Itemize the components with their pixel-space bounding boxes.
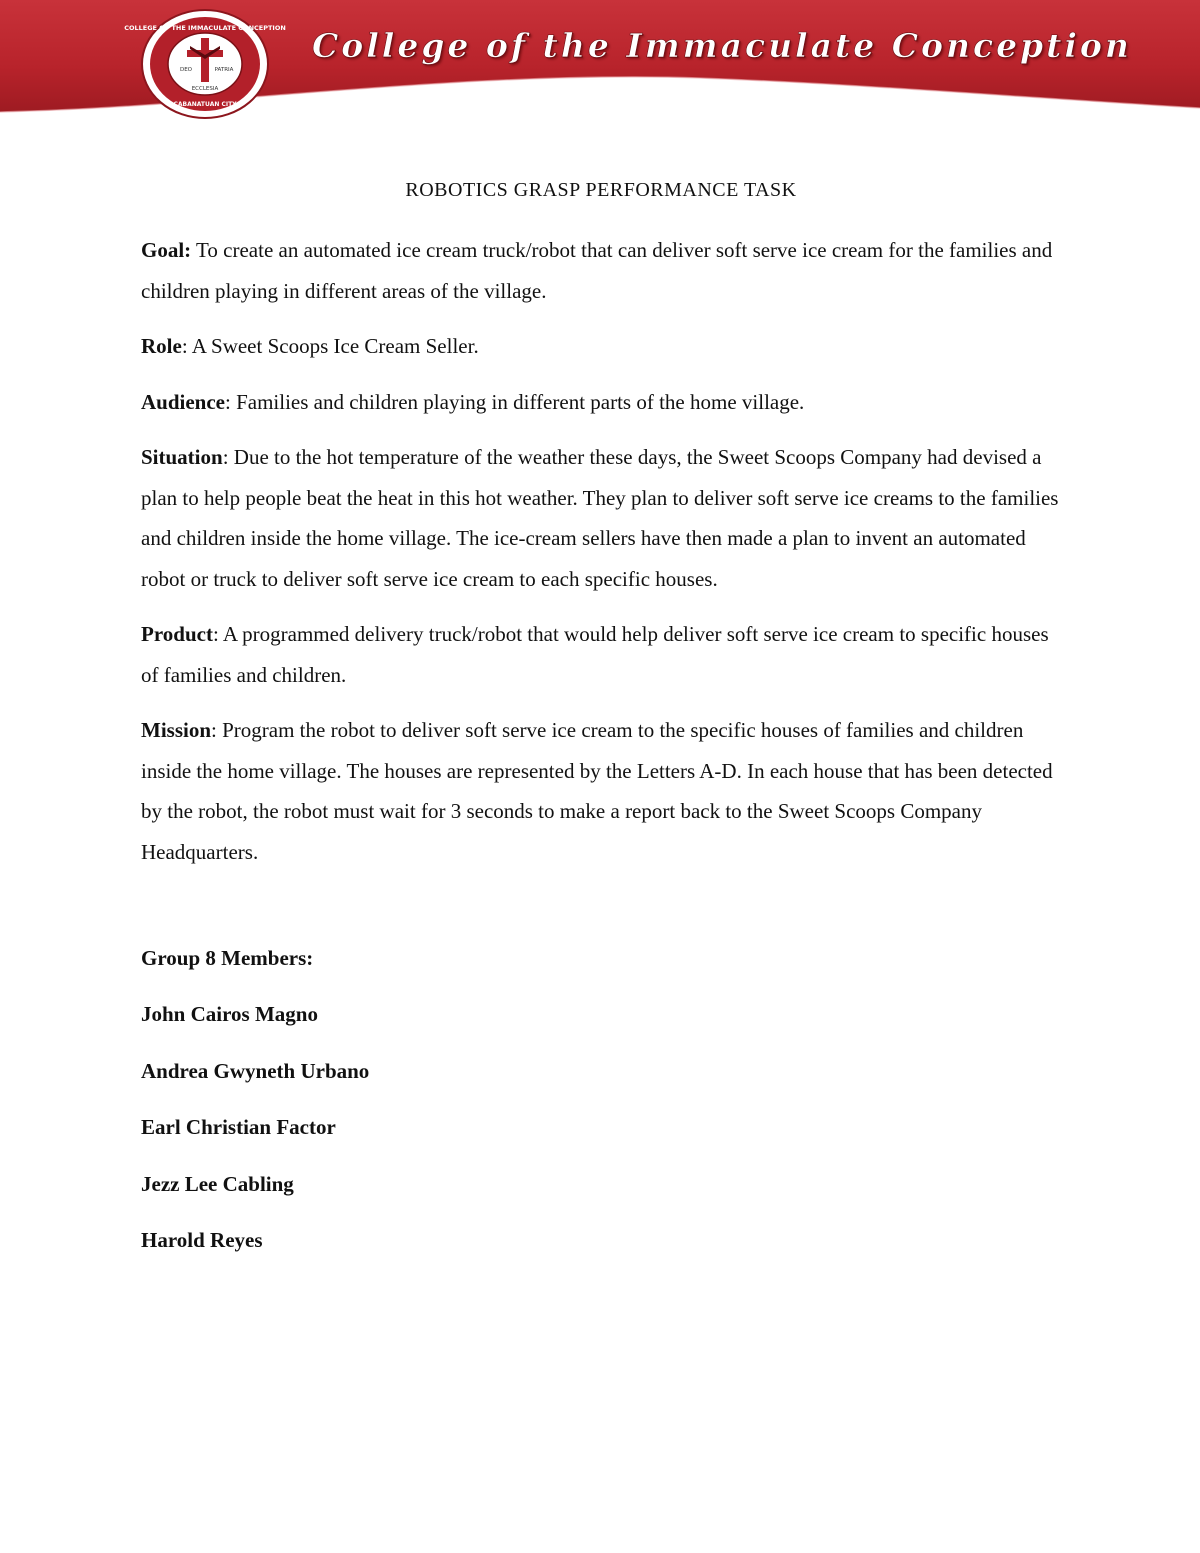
product-label: Product bbox=[141, 622, 213, 646]
member-name: John Cairos Magno bbox=[141, 1002, 318, 1027]
situation-label: Situation bbox=[141, 445, 223, 469]
audience-text: : Families and children playing in different parts of the home village. bbox=[225, 389, 805, 414]
seal-bottom-text: CABANATUAN CITY bbox=[173, 101, 237, 108]
goal-section bbox=[141, 230, 1061, 311]
role-label: Role bbox=[141, 334, 182, 358]
product-section bbox=[141, 614, 1061, 695]
role-text: : A Sweet Scoops Ice Cream Seller. bbox=[181, 334, 479, 358]
college-seal bbox=[124, 8, 286, 120]
seal-right-motto: PATRIA bbox=[214, 67, 234, 73]
audience-label: Audience bbox=[141, 389, 225, 414]
document-body bbox=[141, 170, 1061, 1276]
seal-center-motto: ECCLESIA bbox=[191, 86, 219, 92]
members-heading: Group 8 Members: bbox=[141, 946, 314, 970]
product-text: : A programmed delivery truck/robot that would help deliver soft serve ice cream to specific houses of families and children. bbox=[141, 622, 1049, 687]
member-name: Andrea Gwyneth Urbano bbox=[141, 1058, 370, 1083]
audience-section bbox=[141, 382, 1061, 423]
seal-left-motto: DEO bbox=[179, 67, 193, 73]
mission-label: Mission bbox=[141, 718, 212, 742]
member-name: Harold Reyes bbox=[141, 1227, 263, 1252]
document-title: ROBOTICS GRASP PERFORMANCE TASK bbox=[405, 179, 797, 201]
situation-text: : Due to the hot temperature of the weather these days, the Sweet Scoops Company had devised a plan to help people beat the heat in this hot weather. They plan to deliver soft serve ice creams to the families and children inside the home village. The ice-cream sellers have then made a plan to invent an automated robot or truck to deliver soft serve ice cream to each specific houses. bbox=[141, 445, 1059, 591]
members-list bbox=[141, 938, 1061, 1260]
mission-text: : Program the robot to deliver soft serve ice cream to the specific houses of families and children inside the home village. The houses are represented by the Letters A-D. In each house that has been detected by the robot, the robot must wait for 3 seconds to make a report back to the Sweet Scoops Company Headquarters. bbox=[141, 718, 1053, 864]
member-name: Earl Christian Factor bbox=[141, 1115, 336, 1140]
letterhead bbox=[0, 0, 1200, 130]
situation-section bbox=[141, 437, 1061, 599]
college-name: College of the Immaculate Conception bbox=[312, 26, 1132, 65]
seal-ring-text: COLLEGE OF THE IMMACULATE CONCEPTION bbox=[124, 24, 286, 32]
goal-label: Goal: bbox=[141, 238, 192, 262]
member-name: Jezz Lee Cabling bbox=[141, 1171, 294, 1196]
goal-text: To create an automated ice cream truck/robot that can deliver soft serve ice cream for the families and children playing in different areas of the village. bbox=[141, 238, 1053, 303]
role-section bbox=[141, 326, 1061, 367]
mission-section bbox=[141, 710, 1061, 872]
